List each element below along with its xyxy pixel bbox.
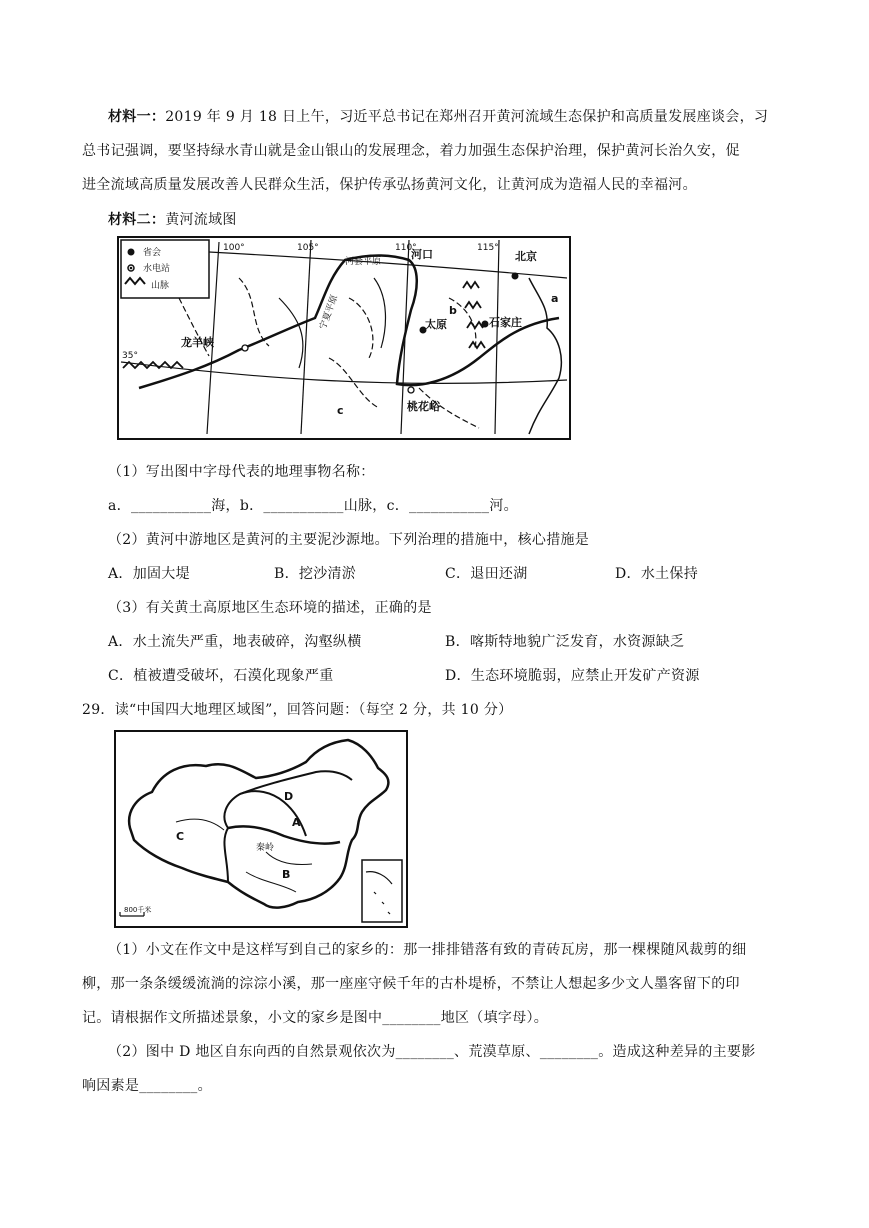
china-regions-map	[114, 730, 408, 928]
q29-part2-line2: 响因素是________。	[82, 1078, 212, 1094]
legend-capital: 省会	[143, 248, 162, 258]
region-d-label: D	[284, 790, 294, 803]
q29-part1-line3: 记。请根据作文所描述景象，小文的家乡是图中________地区（填字母）。	[82, 1010, 549, 1026]
q29-title: 29．读“中国四大地理区域图”，回答问题：（每空 2 分，共 10 分）	[82, 702, 513, 718]
q28-part3: （3）有关黄土高原地区生态环境的描述，正确的是	[108, 600, 432, 616]
material2-label: 材料二：	[108, 212, 166, 228]
legend-mountain: 山脉	[151, 281, 170, 291]
q29-part1-line1: （1）小文在作文中是这样写到自己的家乡的：那一排排错落有致的青砖瓦房，那一棵棵随风裁剪的细	[108, 942, 747, 958]
q28-part1: （1）写出图中字母代表的地理事物名称：	[108, 464, 375, 480]
region-c-label: C	[176, 830, 185, 843]
qinling-label: 秦岭	[256, 843, 275, 853]
q28-part2: （2）黄河中游地区是黄河的主要泥沙源地。下列治理的措施中，核心措施是	[108, 532, 590, 548]
q28-part2-option-b: B．挖沙清淤	[274, 566, 357, 582]
lon-105: 105°	[297, 243, 319, 253]
letter-a: a	[551, 292, 559, 305]
lon-115: 115°	[477, 243, 499, 253]
q28-part1-blanks: a．___________海，b．___________山脉，c．___________河。	[108, 498, 518, 514]
q28-part2-option-c: C．退田还湖	[445, 566, 528, 582]
capital-symbol-icon	[128, 249, 135, 256]
region-a-label: A	[292, 816, 301, 829]
material1-line2: 总书记强调，要坚持绿水青山就是金山银山的发展理念，着力加强生态保护治理，保护黄河长治久安，促	[82, 143, 740, 159]
place-taohuayu: 桃花峪	[407, 400, 440, 413]
q28-part3-option-a: A．水土流失严重，地表破碎，沟壑纵横	[108, 634, 362, 650]
q28-part3-option-b: B．喀斯特地貌广泛发育，水资源缺乏	[445, 634, 685, 650]
place-taiyuan: 太原	[425, 318, 447, 331]
letter-b: b	[449, 304, 457, 317]
place-hekou: 河口	[411, 248, 433, 261]
material1-line3: 进全流域高质量发展改善人民群众生活，保护传承弘扬黄河文化，让黄河成为造福人民的幸福河。	[82, 177, 697, 193]
legend-hydropower: 水电站	[143, 264, 171, 274]
taihang-mountains	[463, 282, 485, 348]
material2-text: 黄河流域图	[165, 212, 237, 228]
place-shijiazhuang: 石家庄	[489, 316, 522, 329]
place-longyangxia: 龙羊峡	[181, 336, 214, 349]
q29-part1-line2: 柳，那一条条缓缓流淌的淙淙小溪，那一座座守候千年的古朴堤桥，不禁让人想起多少文人墨客留下的印	[82, 976, 740, 992]
material2-line	[108, 210, 237, 230]
label-ningxia-plain: 宁夏平原	[318, 293, 341, 332]
material1-text: 2019 年 9 月 18 日上午，习近平总书记在郑州召开黄河流域生态保护和高质量发展座谈会，习	[165, 109, 769, 125]
q28-part3-option-d: D．生态环境脆弱，应禁止开发矿产资源	[445, 668, 700, 684]
south-china-sea-inset	[362, 860, 402, 922]
region-b-label: B	[282, 868, 291, 881]
material1-line1	[108, 107, 768, 127]
q29-part2-line1: （2）图中 D 地区自东向西的自然景观依次为________、荒漠草原、________。造成这种差异的主要影	[108, 1044, 756, 1060]
china-outline	[129, 740, 388, 908]
q28-part2-option-d: D．水土保持	[615, 566, 699, 582]
yellow-river-basin-map	[117, 236, 571, 440]
q28-part3-option-c: C．植被遭受破坏，石漠化现象严重	[108, 668, 334, 684]
q28-part2-option-a: A．加固大堤	[108, 566, 190, 582]
lon-110: 110°	[395, 243, 417, 253]
material1-label: 材料一：	[108, 109, 166, 125]
lon-100: 100°	[223, 243, 245, 253]
place-beijing: 北京	[515, 250, 537, 263]
lat-35: 35°	[122, 351, 138, 361]
letter-c: c	[337, 404, 344, 417]
label-hetao-plain: 河套平原	[345, 257, 382, 267]
scale-label: 800千米	[124, 906, 152, 914]
